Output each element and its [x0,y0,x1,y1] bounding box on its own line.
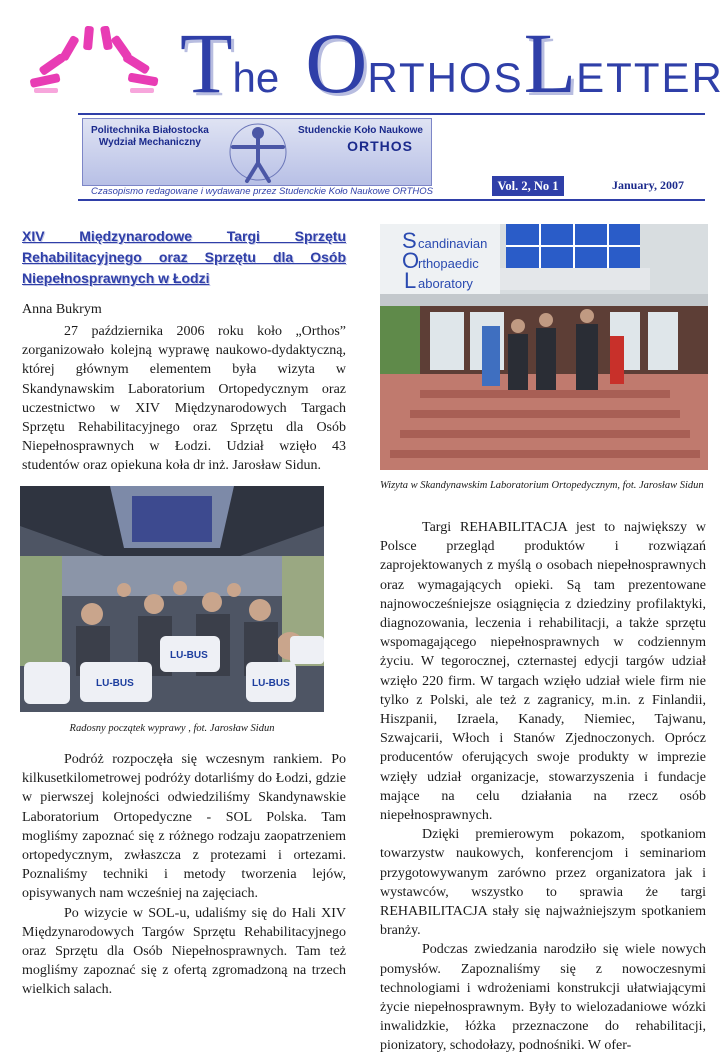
bus-seat-label: LU-BUS [170,650,208,661]
banner-club-name: Studenckie Koło Naukowe [297,125,423,136]
masthead-word-rthos: RTHOS [367,54,524,101]
bus-seat-label: LU-BUS [96,678,134,689]
article-paragraph: Podróż rozpoczęła się wczesnym rankiem. Po kilkusetkilometrowej podróży dotarliśmy do Łodzi, gdzie w pierwszej kolejności odwiedziliśmy Skandynawskie Laboratorium Ortopedyczne - SOL Polska. Tam mogliśmy zapoznać się z różnego rodzaju zaopatrzeniem ortopedycznym, zwłaszcza z protezami i ortezami. Poznaliśmy techniki i metody tworzenia lejów, opisywanych nam wcześniej na zajęciach. [22,752,346,902]
article-title: XIV Międzynarodowe Targi Sprzętu Rehabilitacyjnego oraz Sprzętu dla Osób Niepełnosprawnych w Łodzi [22,228,346,286]
banner-club-orthos: ORTHOS [347,138,413,154]
article-column-right [380,518,706,1056]
lab-sign-letter-l: L [404,268,417,293]
banner-university-name [91,125,209,149]
orthos-fan-logo-icon [28,26,160,98]
masthead-initial-t: T [180,15,233,111]
banner-university-line: Politechnika Białostocka [91,125,209,136]
article-author: Anna Bukrym [22,302,102,317]
masthead-initial-l: L [523,15,577,111]
lab-sign-line: candinavian [418,236,488,251]
bus-seat-label: LU-BUS [252,678,290,689]
bus-trip-photo [20,486,324,712]
lab-sign-letter-s: S [402,228,417,253]
article-column-left-bottom [22,750,346,1000]
article-paragraph: Podczas zwiedzania narodziło się wiele nowych pomysłów. Zapoznaliśmy się z nowoczesnymi technologiami i wdrożeniami konstrukcji ułatwiającymi życie niepełnosprawnym. Były to wielozadaniowe wózki inwalidzkie, łóżka przeznaczone do rehabilitacji, pionizatory, schodołazy, podnośniki. W ofer- [380,942,706,1054]
lab-sign-letter-o: O [402,248,420,273]
laboratory-photo-caption: Wizyta w Skandynawskim Laboratorium Ortopedycznym, fot. Jarosław Sidun [380,480,704,491]
banner-faculty-line: Wydział Mechaniczny [98,137,201,148]
masthead-initial-o: O [305,15,368,111]
bus-photo-caption: Radosny początek wyprawy , fot. Jarosław Sidun [69,723,275,734]
banner-tagline: Czasopismo redagowane i wydawane przez Studenckie Koło Naukowe ORTHOS [91,186,433,197]
article-paragraph: 27 października 2006 roku koło „Orthos” zorganizowało kolejną wyprawę naukowo-dydaktyczną, której głównym elementem była wizyta w Skandynawskim Laboratorium Ortopedycznym oraz uczestnictwo w XIV Międzynarodowych Targach Sprzętu Rehabilitacyjnego oraz Sprzętu dla Osób Niepełnosprawnych w Łodzi. Udział wzięło 43 studentów oraz opiekuna koła dr inż. Jarosław Sidun. [22,324,346,474]
article-column-left-top [22,322,346,476]
banner-bottom-rule [78,199,705,201]
lab-sign-line: aboratory [418,276,473,291]
issue-date: January, 2007 [612,178,685,192]
volume-badge: Vol. 2, No 1 [492,176,564,196]
masthead-word-etter: ETTER [576,54,724,101]
bus-interior-illustration [20,486,324,712]
newsletter-masthead [180,15,724,111]
article-paragraph: Po wizycie w SOL-u, udaliśmy się do Hali XIV Międzynarodowych Targów Sprzętu Rehabilitacyjnego oraz Sprzętu dla Osób Niepełnosprawnych. Tam też mogliśmy zapoznać się z ofertą zgromadzoną na trzech wielkich salach. [22,905,346,998]
lab-sign-line: rthopaedic [418,256,479,271]
university-banner [82,118,432,186]
article-paragraph: Dzięki premierowym pokazom, spotkaniom towarzystw naukowych, konferencjom i seminariom przygotowywanym zarówno przez organizatora jak i wystawców, wszystko to sprawia że targi REHABILITACJA stały się najważniejszym spotkaniem branży. [380,827,706,939]
article-paragraph: Targi REHABILITACJA jest to największy w Polsce przegląd produktów i rozwiązań zaprojektowanych z myślą o osobach niepełnosprawnych oraz wymagających opieki. Są tam prezentowane najnowocześniejsze osiągnięcia z dziedziny profilaktyki, diagnozowania, leczenia i rehabilitacji, a także sprzętu wspomagającego niepełnosprawnych w codziennym życiu. W tegorocznej, czternastej edycji targów udział wzięło 220 firm. W targach wzięło udział wiele firm nie tylko z Polski, ale też z zagranicy, m.in. z Finlandii, Hiszpanii, Izraela, Kanady, Niemiec, Tajwanu, Szwajcarii, Włoch i Stanów Zjednoczonych. Oprócz producentów oferujących swoje produkty w imprezie wzięły udział organizacje, stowarzyszenia i fundacje mające na celu działania na rzecz osób niepełnosprawnych. [380,520,706,824]
vitruvian-figure-icon [223,121,293,183]
laboratory-group-photo [380,224,708,470]
laboratory-building-illustration [380,224,708,470]
masthead-word-he: he [232,54,280,101]
banner-top-rule [78,113,705,115]
